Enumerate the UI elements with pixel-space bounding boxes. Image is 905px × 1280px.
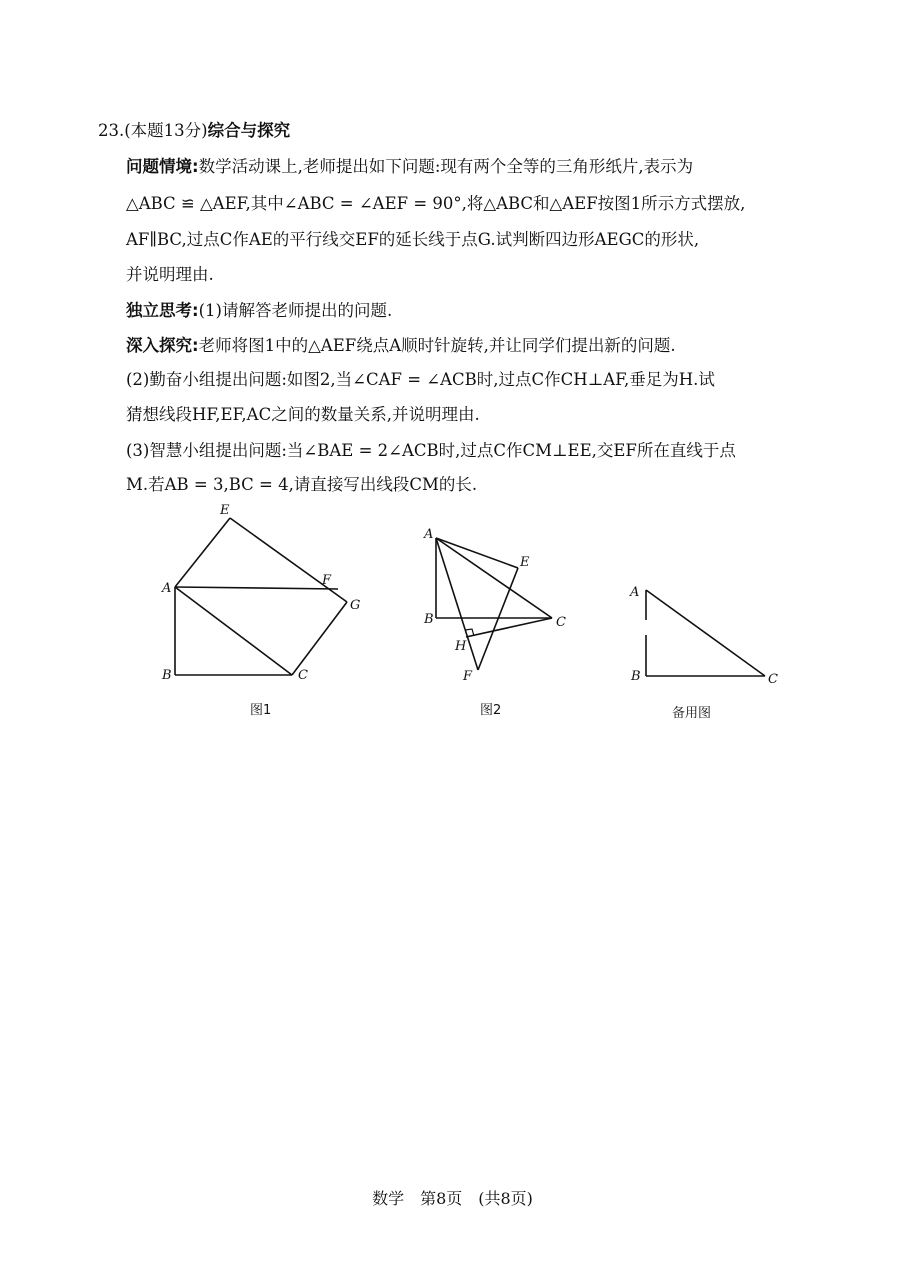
figure-1-caption: 图1 <box>250 703 272 718</box>
part-3-line-1: (3)智慧小组提出问题:当∠BAE = 2∠ACB时,过点C作CM⊥EE,交EF所在直线于点 <box>126 441 736 460</box>
fig2-label-b: B <box>424 612 434 627</box>
part-2-line-1: (2)勤奋小组提出问题:如图2,当∠CAF = ∠ACB时,过点C作CH⊥AF,垂足为H.试 <box>126 370 715 389</box>
fig2-label-f: F <box>463 669 473 684</box>
fig1-label-b: B <box>162 668 172 683</box>
fig2-segment-ch <box>466 618 552 637</box>
fig2-label-a: A <box>424 527 434 542</box>
problem-line-3: AF∥BC,过点C作AE的平行线交EF的延长线于点G.试判断四边形AEGC的形状, <box>126 230 700 249</box>
fig3-label-b: B <box>631 669 641 684</box>
problem-situation-label: 问题情境: <box>126 157 199 176</box>
fig3-segment-ac <box>646 590 765 676</box>
figure-2-caption: 图2 <box>480 703 502 718</box>
fig1-segment-ae <box>175 518 230 587</box>
fig1-label-c: C <box>298 668 308 683</box>
page-footer: 数学 第8页 (共8页) <box>372 1189 533 1208</box>
part-3-line-2: M.若AB = 3,BC = 4,请直接写出线段CM的长. <box>126 475 478 494</box>
fig1-segment-af <box>175 587 338 589</box>
fig1-segment-ac <box>175 587 292 675</box>
fig1-label-e: E <box>220 503 230 518</box>
independent-thinking-label: 独立思考: <box>126 301 199 320</box>
deep-exploration-label: 深入探究: <box>126 336 199 355</box>
question-points: (本题13分) <box>124 121 208 140</box>
fig2-label-h: H <box>455 639 467 654</box>
fig1-segment-gc <box>292 602 347 675</box>
question-title: 综合与探究 <box>207 121 291 140</box>
fig2-segment-ac <box>436 538 552 618</box>
problem-line-2: △ABC ≌ △AEF,其中∠ABC = ∠AEF = 90°,将△ABC和△AEF按图1所示方式摆放, <box>126 194 746 213</box>
fig3-label-a: A <box>630 585 640 600</box>
part-2-line-2: 猜想线段HF,EF,AC之间的数量关系,并说明理由. <box>126 405 480 424</box>
deep-exploration-text: 老师将图1中的△AEF绕点A顺时针旋转,并让同学们提出新的问题. <box>198 336 676 355</box>
fig2-label-e: E <box>520 555 530 570</box>
problem-situation-text: 数学活动课上,老师提出如下问题:现有两个全等的三角形纸片,表示为 <box>198 157 694 176</box>
fig1-segment-eg <box>230 518 347 602</box>
fig1-label-a: A <box>162 581 172 596</box>
independent-thinking-text: (1)请解答老师提出的问题. <box>198 301 393 320</box>
fig2-segment-ef <box>478 568 518 670</box>
fig3-label-c: C <box>768 672 778 687</box>
question-number: 23. <box>98 121 125 140</box>
fig1-label-g: G <box>350 598 361 613</box>
spare-figure-caption: 备用图 <box>672 706 712 721</box>
fig2-label-c: C <box>556 615 566 630</box>
fig2-segment-ae <box>436 538 518 568</box>
problem-line-4: 并说明理由. <box>126 265 214 284</box>
fig1-label-f: F <box>322 573 332 588</box>
